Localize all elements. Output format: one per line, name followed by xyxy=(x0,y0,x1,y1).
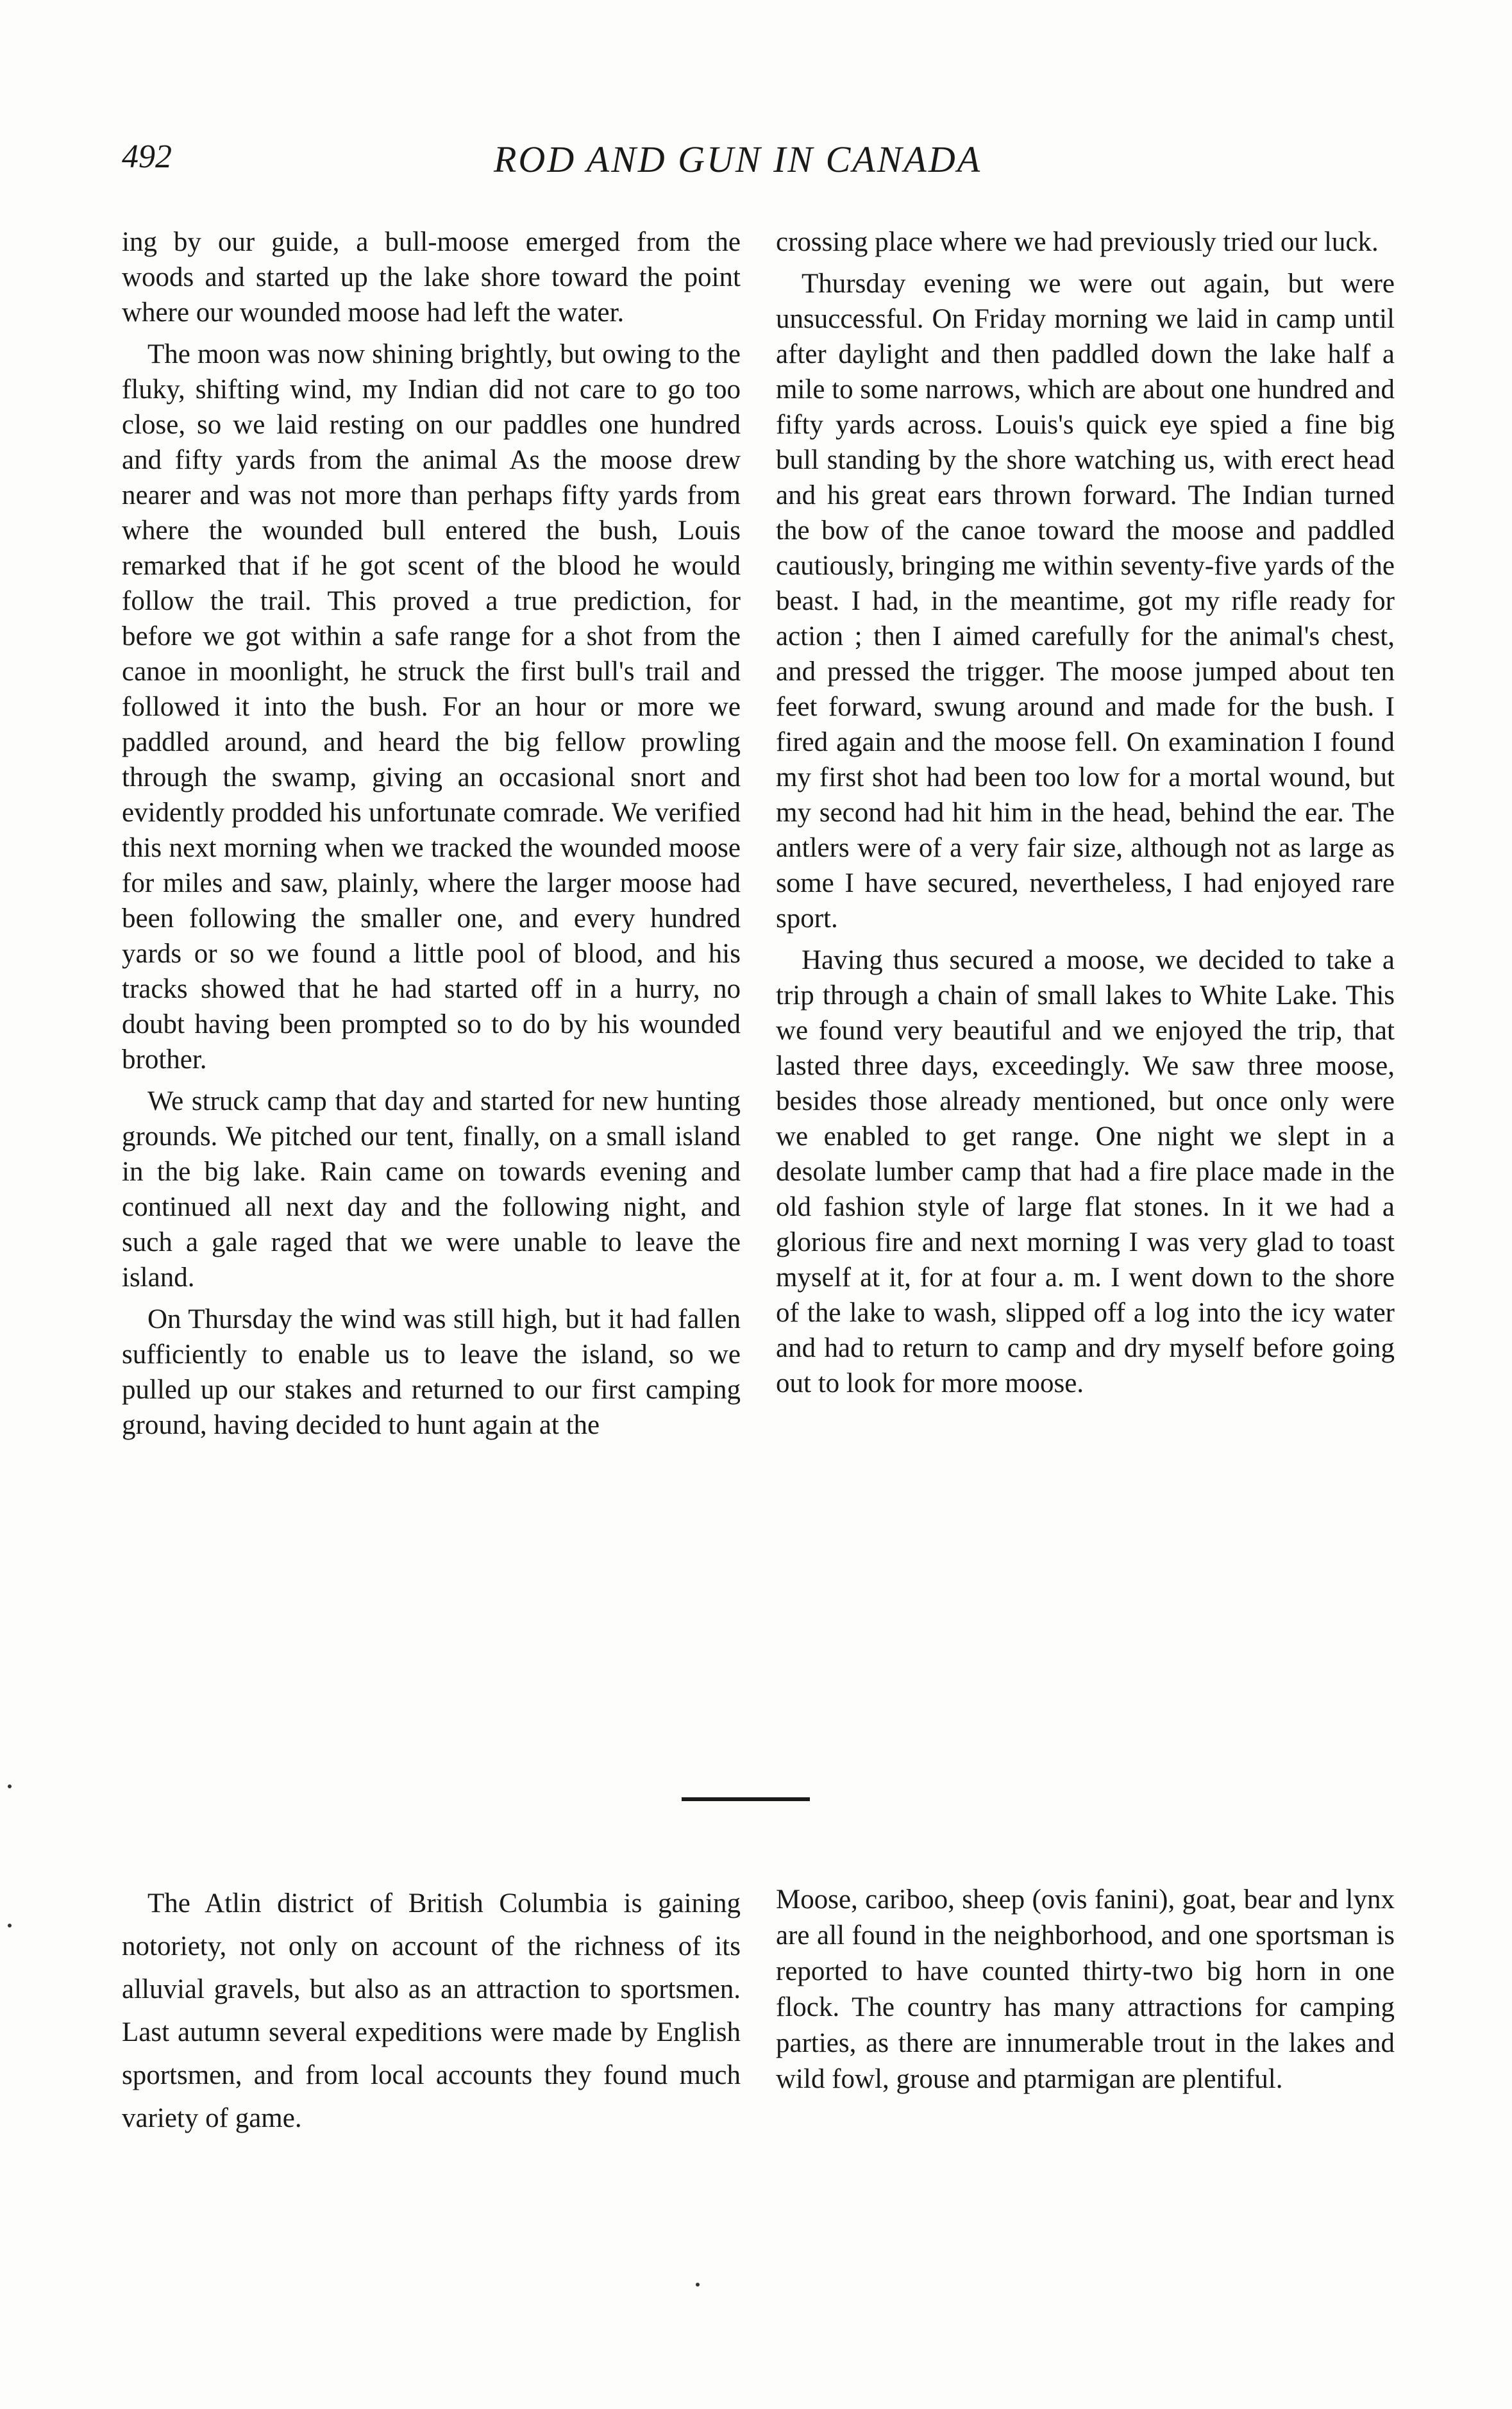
article-paragraph: ing by our guide, a bull-moose emerged from the woods and started up the lake shore toward the point where our wounded moose had left the water. xyxy=(122,227,741,328)
section-divider xyxy=(682,1797,810,1801)
article-paragraph: Thursday evening we were out again, but were unsuccessful. On Friday morning we laid in camp until after daylight and then paddled down the lake half a mile to some narrows, which are about one hundred and fifty yards across. Louis's quick eye spied a fine big bull standing by the shore watching us, with erect head and his great ears thrown forward. The Indian turned the bow of the canoe toward the moose and paddled cautiously, bringing me within seventy-five yards of the beast. I had, in the meantime, got my rifle ready for action ; then I aimed carefully for the animal's chest, and pressed the trigger. The moose jumped about ten feet forward, swung around and made for the bush. I fired again and the moose fell. On examination I found my first shot had been too low for a mortal wound, but my second had hit him in the head, behind the ear. The antlers were of a very fair size, although not as large as some I have secured, nevertheless, I had enjoyed rare sport. xyxy=(776,269,1395,934)
print-speck xyxy=(8,1784,12,1788)
article-paragraph: We struck camp that day and started for new hunting grounds. We pitched our tent, finally, on a small island in the big lake. Rain came on towards evening and continued all next day and the following night, and such a gale raged that we were unable to leave the island. xyxy=(122,1086,741,1293)
article-paragraph: Having thus secured a moose, we decided to take a trip through a chain of small lakes to White Lake. This we found very beautiful and we enjoyed the trip, that lasted three days, exceedingly. We saw three moose, besides those already mentioned, but once only were we enabled to get range. One night we slept in a desolate lumber camp that had a fire place made in the old fashion style of large flat stones. In it we had a glorious fire and next morning I was very glad to toast myself at it, for at four a. m. I went down to the shore of the lake to wash, slipped off a log into the icy water and had to return to camp and dry myself before going out to look for more moose. xyxy=(776,945,1395,1398)
print-speck xyxy=(696,2283,700,2287)
note-paragraph: The Atlin district of British Columbia is gaining notoriety, not only on account of the richness of its alluvial gravels, but also as an attraction to sportsmen. Last autumn several expeditions were made by English sportsmen, and from local accounts they found much variety of game. xyxy=(122,1888,741,2133)
page-header xyxy=(122,138,1391,189)
article-paragraph: On Thursday the wind was still high, but it had fallen sufficiently to enable us to leave the island, so we pulled up our stakes and returned to our first camping ground, having decided to hunt again at the xyxy=(122,1304,741,1440)
running-title: ROD AND GUN IN CANADA xyxy=(494,138,982,180)
note-column-left xyxy=(122,1882,741,2146)
article-paragraph: The moon was now shining brightly, but owing to the fluky, shifting wind, my Indian did not care to go too close, so we laid resting on our paddles one hundred and fifty yards from the animal As the moose drew nearer and was not more than perhaps fifty yards from where the wounded bull entered the bush, Louis remarked that if he got scent of the blood he would follow the trail. This proved a true prediction, for before we got within a safe range for a shot from the canoe in moonlight, he struck the first bull's trail and followed it into the bush. For an hour or more we paddled around, and heard the big fellow prowling through the swamp, giving an occasional snort and evidently prodded his unfortunate comrade. We verified this next morning when we tracked the wounded moose for miles and saw, plainly, where the larger moose had been following the smaller one, and every hundred yards or so we found a little pool of blood, and his tracks showed that he had started off in a hurry, no doubt having been prompted so to do by his wounded brother. xyxy=(122,339,741,1075)
note-column-right xyxy=(776,1882,1395,2104)
article-paragraph: crossing place where we had previously tried our luck. xyxy=(776,227,1379,257)
article-column-left xyxy=(122,224,741,1449)
page-number: 492 xyxy=(122,138,172,175)
print-speck xyxy=(8,1924,12,1927)
article-column-right xyxy=(776,224,1395,1407)
note-paragraph: Moose, cariboo, sheep (ovis fanini), goat, bear and lynx are all found in the neighborhood, and one sportsman is reported to have counted thirty-two big horn in one flock. The country has many attractions for camping parties, as there are innumerable trout in the lakes and wild fowl, grouse and ptarmigan are plentiful. xyxy=(776,1884,1395,2094)
